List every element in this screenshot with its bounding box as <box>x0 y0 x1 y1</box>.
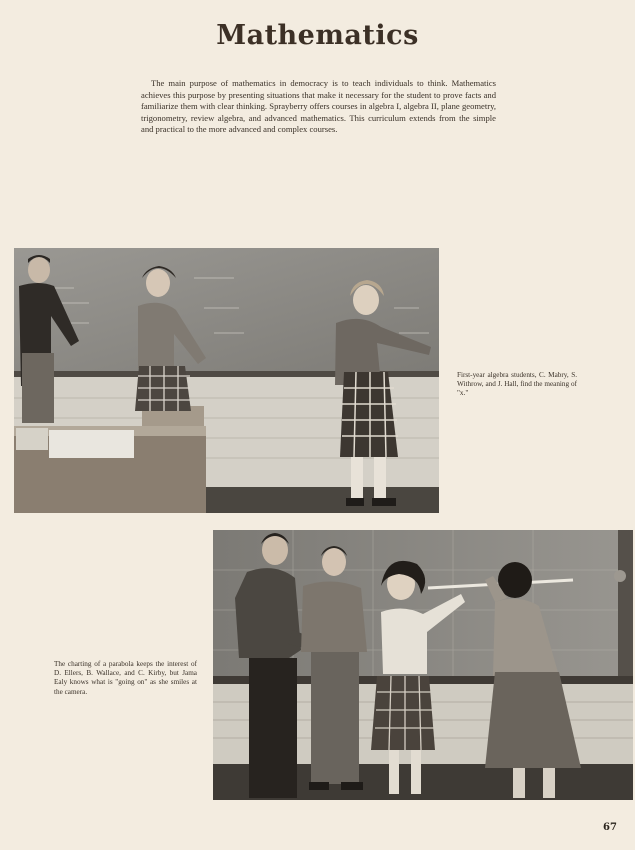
photo-algebra-students <box>14 248 439 513</box>
intro-paragraph: The main purpose of mathematics in democracy is to teach individuals to think. Mathematics achieves this purpose by presenting situations that make it necessary for the student to prove facts and familiarize them with clear thinking. Sprayberry offers courses in algebra I, algebra II, plane geometry, trigonometry, review algebra, and advanced mathematics. This curriculum extends from the simple and practical to the more advanced and complex courses. <box>141 78 496 135</box>
photo-parabola-students <box>213 530 633 800</box>
page-number: 67 <box>603 822 617 833</box>
photo-caption-algebra-students: First-year algebra students, C. Mabry, S. Withrow, and J. Hall, find the meaning of "x." <box>457 371 577 398</box>
photo-parabola-students-image <box>213 530 633 800</box>
page-title: Mathematics <box>216 20 419 51</box>
photo-caption-parabola-students: The charting of a parabola keeps the interest of D. Ellers, B. Wallace, and C. Kirby, but Jama Ealy knows what is "going on" as she smiles at the camera. <box>54 660 197 696</box>
photo-algebra-students-image <box>14 248 439 513</box>
